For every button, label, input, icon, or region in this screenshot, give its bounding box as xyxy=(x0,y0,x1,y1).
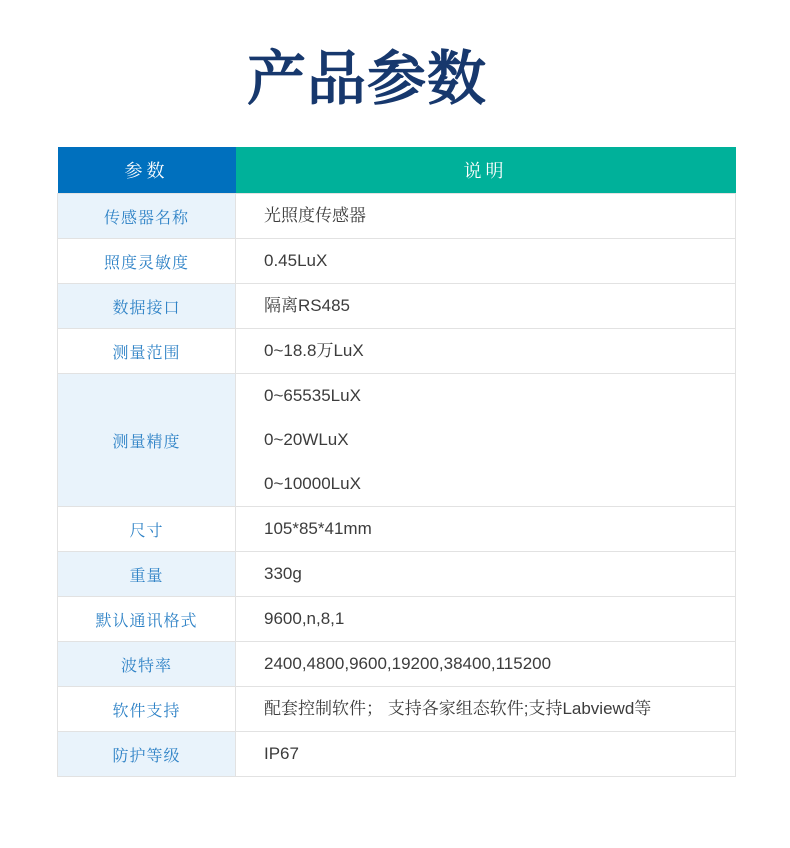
param-cell: 尺寸 xyxy=(58,507,236,552)
desc-line: 隔离RS485 xyxy=(264,296,350,315)
desc-cell xyxy=(236,374,736,507)
table-row xyxy=(58,597,736,642)
param-cell: 传感器名称 xyxy=(58,194,236,239)
table-row xyxy=(58,239,736,284)
desc-cell xyxy=(236,687,736,732)
desc-line: 330g xyxy=(264,564,302,583)
param-cell: 数据接口 xyxy=(58,284,236,329)
param-cell: 软件支持 xyxy=(58,687,236,732)
desc-line: 配套控制软件； 支持各家组态软件;支持Labviewd等 xyxy=(264,699,652,718)
param-cell: 重量 xyxy=(58,552,236,597)
desc-cell xyxy=(236,732,736,777)
desc-cell xyxy=(236,552,736,597)
desc-line: 0.45LuX xyxy=(264,251,328,270)
desc-line: 0~10000LuX xyxy=(264,474,361,493)
table-row xyxy=(58,552,736,597)
table-row xyxy=(58,642,736,687)
param-cell: 测量精度 xyxy=(58,374,236,507)
param-cell: 防护等级 xyxy=(58,732,236,777)
table-row xyxy=(58,284,736,329)
desc-line: 105*85*41mm xyxy=(264,519,372,538)
header-row xyxy=(58,147,736,194)
table-row xyxy=(58,329,736,374)
desc-line: 2400,4800,9600,19200,38400,115200 xyxy=(264,654,552,673)
desc-line: 9600,n,8,1 xyxy=(264,609,345,628)
desc-line: 0~65535LuX xyxy=(264,386,361,405)
spec-table-header xyxy=(58,147,736,194)
desc-cell xyxy=(236,284,736,329)
table-row xyxy=(58,687,736,732)
desc-cell xyxy=(236,194,736,239)
desc-line: 光照度传感器 xyxy=(264,206,366,225)
desc-line: 0~18.8万LuX xyxy=(264,341,364,360)
table-row xyxy=(58,507,736,552)
desc-cell xyxy=(236,239,736,284)
desc-line: IP67 xyxy=(264,744,299,763)
param-cell: 测量范围 xyxy=(58,329,236,374)
spec-table xyxy=(57,147,736,777)
desc-cell xyxy=(236,507,736,552)
param-cell: 波特率 xyxy=(58,642,236,687)
header-cell-param: 参数 xyxy=(58,147,236,194)
desc-line: 0~20WLuX xyxy=(264,430,349,449)
page-title: 产品参数 xyxy=(246,46,487,112)
table-row xyxy=(58,732,736,777)
table-row xyxy=(58,374,736,507)
desc-cell xyxy=(236,329,736,374)
spec-table-body xyxy=(58,194,736,777)
param-cell: 照度灵敏度 xyxy=(58,239,236,284)
header-cell-desc: 说明 xyxy=(236,147,736,194)
desc-cell xyxy=(236,642,736,687)
table-row xyxy=(58,194,736,239)
param-cell: 默认通讯格式 xyxy=(58,597,236,642)
desc-cell xyxy=(236,597,736,642)
